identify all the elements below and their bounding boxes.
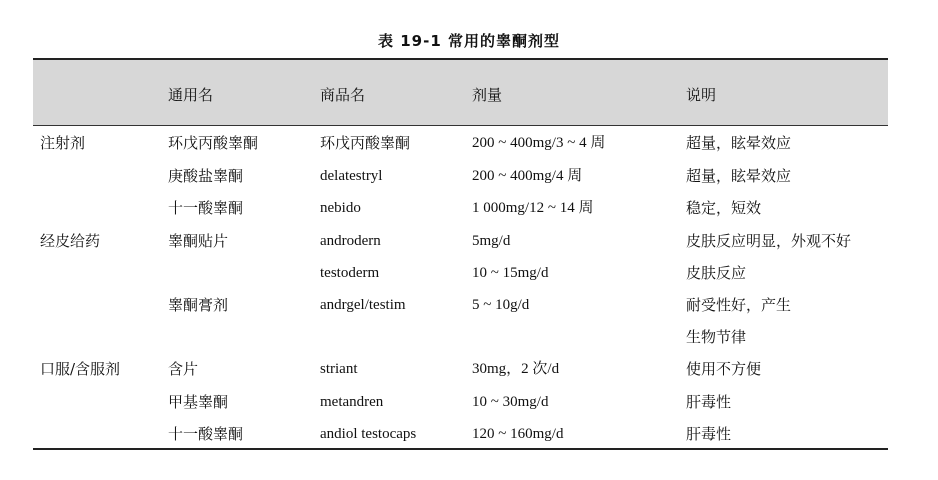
row-category: 经皮给药 — [40, 232, 101, 250]
row-note: 肝毒性 — [686, 393, 732, 411]
row-generic-name: 睾酮贴片 — [168, 232, 229, 250]
table-bottom-rule — [33, 448, 888, 450]
row-generic-name: 庚酸盐睾酮 — [168, 167, 244, 185]
row-brand-name: nebido — [320, 200, 361, 216]
row-dose: 10 ~ 30mg/d — [472, 394, 549, 410]
row-brand-name: androdern — [320, 233, 381, 249]
row-generic-name: 含片 — [168, 360, 199, 378]
row-category: 口服/含服剂 — [40, 360, 121, 378]
row-category: 注射剂 — [40, 134, 86, 152]
column-header-generic: 通用名 — [168, 86, 214, 104]
table-caption: 表 19-1 常用的睾酮剂型 — [378, 32, 560, 50]
row-dose: 120 ~ 160mg/d — [472, 426, 564, 442]
row-note: 使用不方便 — [686, 360, 762, 378]
column-header-brand: 商品名 — [320, 86, 366, 104]
row-dose: 10 ~ 15mg/d — [472, 265, 549, 281]
row-brand-name: 环戊丙酸睾酮 — [320, 134, 411, 152]
row-generic-name: 十一酸睾酮 — [168, 425, 244, 443]
row-brand-name: metandren — [320, 394, 384, 410]
row-note: 稳定，短效 — [686, 199, 762, 217]
row-generic-name: 甲基睾酮 — [168, 393, 229, 411]
table-header-rule — [33, 125, 888, 126]
row-generic-name: 十一酸睾酮 — [168, 199, 244, 217]
row-dose: 200 ~ 400mg/3 ~ 4 周 — [472, 135, 606, 151]
row-dose: 1 000mg/12 ~ 14 周 — [472, 200, 594, 216]
column-header-dose: 剂量 — [472, 86, 503, 104]
table-header-band — [33, 60, 888, 125]
row-note: 超量，眩晕效应 — [686, 167, 792, 185]
row-brand-name: andrgel/testim — [320, 297, 406, 313]
row-note: 耐受性好，产生 — [686, 296, 792, 314]
row-note: 生物节律 — [686, 328, 747, 346]
row-note: 肝毒性 — [686, 425, 732, 443]
row-dose: 5mg/d — [472, 233, 511, 249]
row-note: 超量，眩晕效应 — [686, 134, 792, 152]
row-dose: 30mg，2 次/d — [472, 361, 560, 377]
row-note: 皮肤反应 — [686, 264, 747, 282]
row-brand-name: striant — [320, 361, 358, 377]
row-dose: 5 ~ 10g/d — [472, 297, 530, 313]
row-generic-name: 环戊丙酸睾酮 — [168, 134, 259, 152]
column-header-note: 说明 — [686, 86, 717, 104]
row-brand-name: delatestryl — [320, 168, 383, 184]
row-dose: 200 ~ 400mg/4 周 — [472, 168, 583, 184]
row-generic-name: 睾酮膏剂 — [168, 296, 229, 314]
row-brand-name: testoderm — [320, 265, 380, 281]
row-brand-name: andiol testocaps — [320, 426, 417, 442]
row-note: 皮肤反应明显，外观不好 — [686, 232, 852, 250]
